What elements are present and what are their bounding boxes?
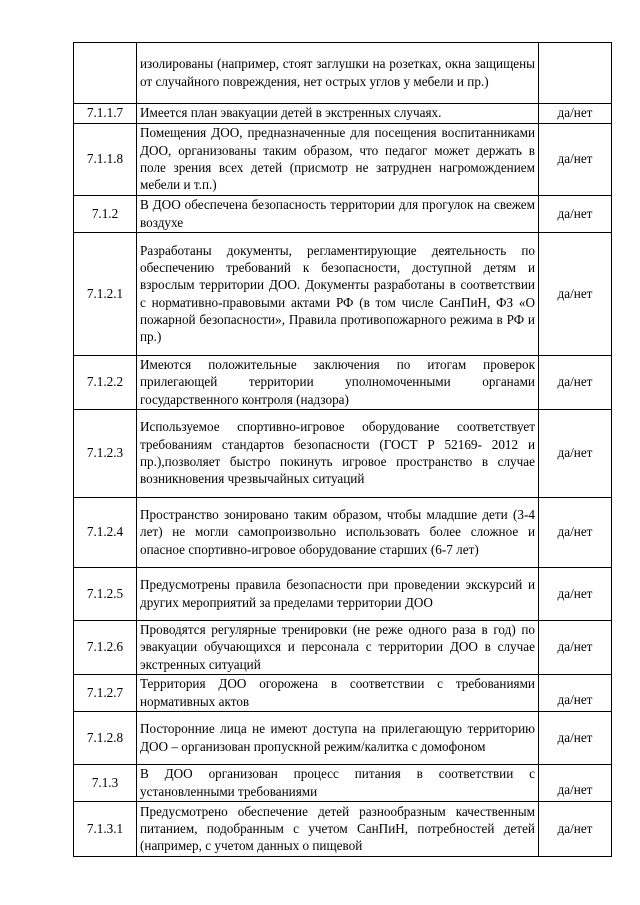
table-row [74,196,612,233]
item-answer: да/нет [539,356,612,410]
item-answer: да/нет [539,568,612,621]
item-answer: да/нет [539,802,612,857]
item-text: Территория ДОО огорожена в соответствии с требованиями нормативных актов [137,675,539,712]
item-text: Предусмотрены правила безопасности при проведении экскурсий и других мероприятий за пределами территории ДОО [137,568,539,621]
item-number: 7.1.2.8 [74,712,137,765]
item-number: 7.1.1.8 [74,124,137,196]
item-number: 7.1.3 [74,765,137,802]
item-number: 7.1.2.1 [74,233,137,356]
checklist-table [73,42,612,857]
item-number: 7.1.2.4 [74,498,137,568]
item-answer: да/нет [539,410,612,498]
item-text: Имеется план эвакуации детей в экстренных случаях. [137,104,539,124]
item-answer: да/нет [539,498,612,568]
item-answer: да/нет [539,104,612,124]
table-row [74,802,612,857]
item-text: Посторонние лица не имеют доступа на прилегающую территорию ДОО – организован пропускной режим/калитка с домофоном [137,712,539,765]
item-text: Имеются положительные заключения по итогам проверок прилегающей территории уполномоченными органами государственного контроля (надзора) [137,356,539,410]
table-row [74,124,612,196]
item-text: Пространство зонировано таким образом, чтобы младшие дети (3-4 лет) не могли самопроизвольно использовать более сложное и опасное спортивно-игровое оборудование старших (6-7 лет) [137,498,539,568]
item-text: изолированы (например, стоят заглушки на розетках, окна защищены от случайного повреждения, нет острых углов у мебели и пр.) [137,43,539,104]
item-number: 7.1.1.7 [74,104,137,124]
table-row [74,356,612,410]
item-answer [539,43,612,104]
item-answer: да/нет [539,196,612,233]
item-answer: да/нет [539,765,612,802]
item-answer: да/нет [539,233,612,356]
table-row [74,498,612,568]
item-text: В ДОО обеспечена безопасность территории для прогулок на свежем воздухе [137,196,539,233]
item-answer: да/нет [539,124,612,196]
table-row [74,233,612,356]
item-number: 7.1.2.7 [74,675,137,712]
table-row [74,104,612,124]
item-answer: да/нет [539,712,612,765]
table-row [74,675,612,712]
item-number [74,43,137,104]
item-number: 7.1.2.3 [74,410,137,498]
table-row [74,568,612,621]
item-number: 7.1.3.1 [74,802,137,857]
item-text: Разработаны документы, регламентирующие деятельность по обеспечению требований к безопасности, доступной детям и взрослым территории ДОО. Документы разработаны в соответствии с нормативно-правовыми актами РФ (в том числе СанПиН, ФЗ «О пожарной безопасности», Правила противопожарного режима в РФ и пр.) [137,233,539,356]
item-text: Помещения ДОО, предназначенные для посещения воспитанниками ДОО, организованы таким образом, что педагог может держать в поле зрения всех детей (присмотр не затруднен нагромождением мебели и т.п.) [137,124,539,196]
item-number: 7.1.2.6 [74,621,137,675]
item-number: 7.1.2 [74,196,137,233]
item-answer: да/нет [539,621,612,675]
item-number: 7.1.2.2 [74,356,137,410]
table-row [74,765,612,802]
document-page [73,42,611,857]
table-row [74,712,612,765]
table-row [74,621,612,675]
item-text: Используемое спортивно-игровое оборудование соответствует требованиям стандартов безопасности (ГОСТ Р 52169- 2012 и пр.),позволяет быстро покинуть игровое пространство в случае возникновения чрезвычайных ситуаций [137,410,539,498]
item-text: Проводятся регулярные тренировки (не реже одного раза в год) по эвакуации обучающихся и персонала с территории ДОО в случае экстренных ситуаций [137,621,539,675]
item-text: В ДОО организован процесс питания в соответствии с установленными требованиями [137,765,539,802]
item-answer: да/нет [539,675,612,712]
item-number: 7.1.2.5 [74,568,137,621]
table-row [74,410,612,498]
item-text: Предусмотрено обеспечение детей разнообразным качественным питанием, подобранным с учетом СанПиН, потребностей детей (например, с учетом данных о пищевой [137,802,539,857]
table-row [74,43,612,104]
